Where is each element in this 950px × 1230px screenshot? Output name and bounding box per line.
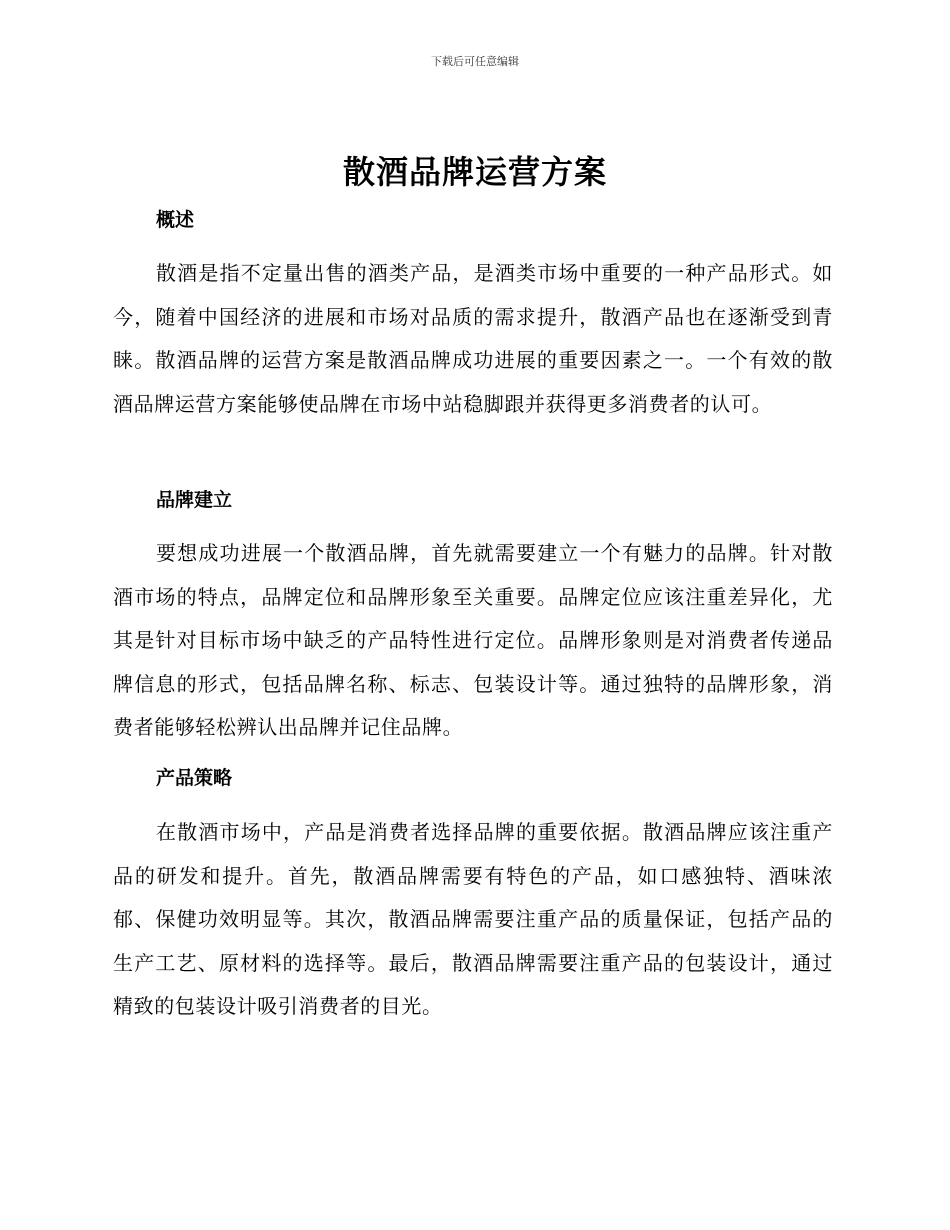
section-heading-overview: 概述 (156, 209, 195, 231)
section-heading-brand-building: 品牌建立 (156, 489, 233, 511)
page-header-note: 下载后可任意编辑 (431, 55, 519, 68)
section-body-product-strategy: 在散酒市场中，产品是消费者选择品牌的重要依据。散酒品牌应该注重产品的研发和提升。首先，散酒品牌需要有特色的产品，如口感独特、酒味浓郁、保健功效明显等。其次，散酒品牌需要注重产品的质量保证，包括产品的生产工艺、原材料的选择等。最后，散酒品牌需要注重产品的包装设计，通过精致的包装设计吸引消费者的目光。 (113, 820, 833, 1018)
section-heading-product-strategy: 产品策略 (156, 767, 233, 789)
section-body-brand-building: 要想成功进展一个散酒品牌，首先就需要建立一个有魅力的品牌。针对散酒市场的特点，品牌定位和品牌形象至关重要。品牌定位应该注重差异化，尤其是针对目标市场中缺乏的产品特性进行定位。品牌形象则是对消费者传递品牌信息的形式，包括品牌名称、标志、包装设计等。通过独特的品牌形象，消费者能够轻松辨认出品牌并记住品牌。 (113, 541, 833, 739)
document-title: 散酒品牌运营方案 (342, 153, 607, 191)
section-body-overview: 散酒是指不定量出售的酒类产品，是酒类市场中重要的一种产品形式。如今，随着中国经济的进展和市场对品质的需求提升，散酒产品也在逐渐受到青睐。散酒品牌的运营方案是散酒品牌成功进展的重要因素之一。一个有效的散酒品牌运营方案能够使品牌在市场中站稳脚跟并获得更多消费者的认可。 (113, 261, 833, 416)
